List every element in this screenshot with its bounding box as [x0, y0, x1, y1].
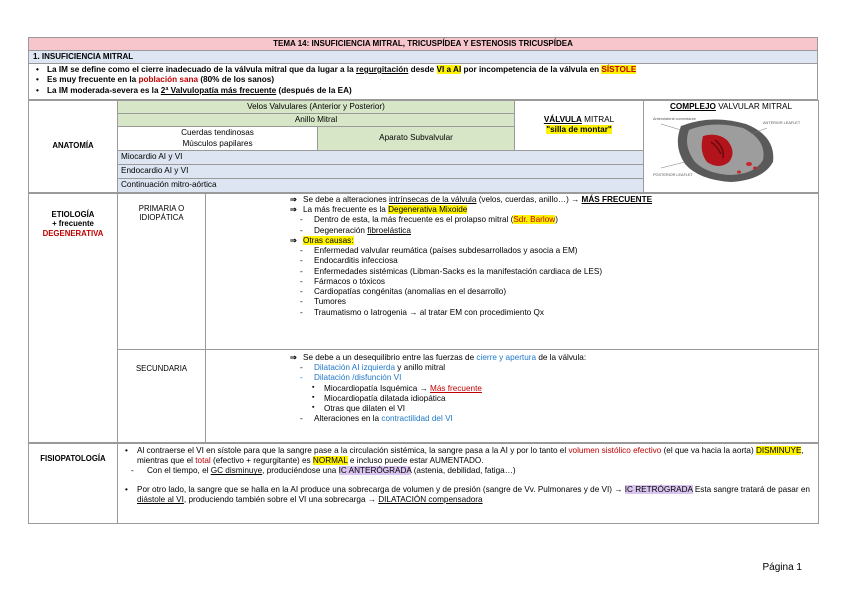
list-item	[121, 485, 815, 506]
list-item: - Traumatismo o Iatrogenia → al tratar EM con procedimiento Qx	[290, 308, 815, 318]
text: (velos, cuerdas, anillo…) →	[476, 194, 582, 204]
image-label-posterior: POSTERIOR LEAFLET	[653, 173, 693, 177]
list-item	[290, 236, 815, 246]
text: IDIOPÁTICA	[139, 213, 184, 223]
list-item	[290, 226, 815, 236]
red-text: Más frecuente	[430, 383, 482, 393]
text: (el que va hacia la aorta)	[661, 445, 756, 455]
text: )	[555, 215, 558, 225]
list-item: - Endocarditis infecciosa	[290, 256, 815, 266]
intro-bullet-1	[31, 65, 815, 75]
aparato-cell: Aparato Subvalvular	[318, 127, 515, 151]
text: desde	[408, 65, 437, 74]
blue-text: Dilatación AI izquierda	[314, 363, 396, 372]
text: + frecuente	[52, 219, 94, 229]
red-text: volumen sistólico efectivo	[568, 445, 662, 455]
etiology-label	[29, 193, 118, 442]
text: (efectivo + regurgitante) es	[210, 456, 313, 465]
highlight-text: Otras causas:	[303, 235, 354, 245]
text: PRIMARIA O	[138, 203, 185, 213]
blue-text: contractilidad del VI	[381, 414, 453, 424]
highlight-text: SÍSTOLE	[601, 65, 637, 74]
text: intrínsecas de la válvula	[389, 194, 477, 204]
list-item: - Tumores	[290, 297, 815, 307]
text: de la válvula:	[536, 352, 587, 362]
text: diástole al VI	[137, 494, 184, 504]
highlight-text: NORMAL	[312, 456, 348, 465]
text: VÁLVULA	[543, 115, 582, 124]
text: Dentro de esta, la más frecuente es el prolapso mitral (	[314, 215, 514, 225]
valvula-mitral-cell	[515, 100, 644, 150]
text: , produciendo también sobre el VI una sobrecarga →	[183, 494, 379, 504]
list-item: - Enfermedades sistémicas (Libman-Sacks es la manifestación cardiaca de LES)	[290, 267, 815, 277]
primaria-content	[206, 193, 819, 349]
secundaria-label: SECUNDARIA	[118, 349, 206, 442]
list-item	[290, 363, 815, 373]
text: MITRAL	[581, 115, 615, 124]
text: Se debe a alteraciones	[303, 194, 390, 204]
endocardio-cell: Endocardio AI y VI	[118, 164, 644, 178]
complejo-cell	[644, 100, 819, 192]
highlight-text: IC RETRÓGRADA	[624, 484, 693, 494]
text: GC disminuye	[210, 466, 263, 476]
red-text: población sana	[138, 75, 199, 85]
cuerdas-cell	[118, 127, 318, 151]
text: Con el tiempo, el	[147, 466, 211, 476]
red-text: DEGENERATIVA	[42, 229, 104, 239]
list-item	[121, 466, 815, 476]
list-item: - Fármacos o tóxicos	[290, 277, 815, 287]
text: , mientras que el	[137, 445, 804, 465]
text: DILATACIÓN compensadora	[378, 494, 483, 504]
text: Al contraerse el VI en sístole para que la sangre pase a la circulación sistémica, la sangre pasa a la AI y por lo tanto el	[137, 445, 569, 455]
anatomy-label: ANATOMÍA	[29, 100, 118, 192]
text: Degeneración	[314, 225, 368, 235]
list-item	[290, 414, 815, 424]
text: y anillo mitral	[395, 363, 446, 372]
highlight-text: DISMINUYE	[755, 445, 802, 455]
text: (80% de los sanos)	[198, 75, 275, 85]
anillo-cell: Anillo Mitral	[118, 114, 515, 127]
text: Esta sangre tratará de pasar en	[692, 484, 810, 494]
text: MÁS FRECUENTE	[581, 194, 653, 204]
text: regurgitación	[355, 65, 409, 74]
intro-bullet-2	[31, 75, 815, 85]
text: Por otro lado, la sangre que se halla en la AI produce una sobrecarga de volumen y de presión (sangre de Vv. Pulmonares y de VI) →	[137, 484, 625, 494]
text: e incluso puede estar AUMENTADO.	[347, 456, 484, 465]
etiology-table	[28, 193, 819, 443]
list-item	[290, 205, 815, 215]
text: Músculos papilares	[182, 138, 253, 148]
red-text: total	[195, 456, 211, 465]
text: 2ª Valvulopatía más frecuente	[160, 85, 277, 95]
list-item: ▪ Miocardiopatía dilatada idiopática	[290, 394, 815, 404]
text: La más frecuente es la	[303, 205, 389, 214]
text: fibroelástica	[367, 225, 411, 235]
text: Alteraciones en la	[314, 414, 382, 424]
text: VALVULAR MITRAL	[715, 101, 793, 111]
highlight-text: "silla de montar"	[546, 125, 612, 135]
section-heading: 1. INSUFICIENCIA MITRAL	[28, 51, 818, 64]
velos-cell: Velos Valvulares (Anterior y Posterior)	[118, 100, 515, 113]
anatomy-table	[28, 100, 819, 193]
page-number: Página 1	[762, 562, 802, 573]
blue-text: cierre y apertura	[476, 352, 537, 362]
intro-bullets	[28, 64, 818, 100]
text: por incompetencia de la válvula en	[461, 65, 602, 74]
image-label-commissure: Anterolateral commissure	[653, 117, 697, 121]
physio-label: FISIOPATOLOGÍA	[29, 443, 118, 523]
secundaria-content	[206, 349, 819, 442]
highlight-text: Degenerativa Mixoide	[388, 205, 468, 214]
highlight-text: VI a AI	[436, 65, 462, 74]
list-item: - Cardiopatías congénitas (anomalías en el desarrollo)	[290, 287, 815, 297]
text: Se debe a un desequilibrio entre las fuerzas de	[303, 352, 477, 362]
text: Miocardiopatía Isquémica →	[324, 383, 431, 393]
text: ETIOLOGÍA	[51, 209, 95, 219]
list-item	[290, 215, 815, 225]
mitral-valve-image	[651, 112, 811, 184]
text: La IM moderada-severa es la	[47, 85, 161, 95]
list-item: - Dilatación /disfunción VI	[290, 373, 815, 383]
physio-content	[118, 443, 819, 523]
text: (después de la EA)	[276, 85, 352, 95]
highlight-text: Sdr. Barlow	[513, 215, 556, 225]
physiopathology-table	[28, 443, 819, 524]
list-item	[290, 353, 815, 363]
list-item: ▪ Otras que dilaten el VI	[290, 404, 815, 414]
list-item: - Enfermedad valvular reumática (países subdesarrollados y asocia a EM)	[290, 246, 815, 256]
miocardio-cell: Miocardio AI y VI	[118, 150, 644, 164]
list-item	[290, 195, 815, 205]
primaria-label	[118, 193, 206, 349]
continuacion-cell: Continuación mitro-aórtica	[118, 178, 644, 192]
highlight-text: IC ANTERÓGRADA	[338, 466, 412, 476]
text: La IM se define como el cierre inadecuado de la válvula mitral que da lugar a la	[47, 65, 356, 74]
list-item	[121, 446, 815, 467]
image-label-anterior: ANTERIOR LEAFLET	[763, 121, 801, 125]
text: , produciéndose una	[262, 466, 339, 476]
text: Es muy frecuente en la	[47, 75, 139, 85]
intro-bullet-3	[31, 86, 815, 96]
page-title: TEMA 14: INSUFICIENCIA MITRAL, TRICUSPÍDEA Y ESTENOSIS TRICUSPÍDEA	[28, 37, 818, 51]
document-page	[28, 37, 818, 524]
text: COMPLEJO	[669, 101, 716, 111]
text: Cuerdas tendinosas	[181, 128, 254, 138]
text: (astenia, debilidad, fatiga…)	[411, 466, 516, 476]
spacer	[121, 477, 815, 485]
list-item	[290, 384, 815, 394]
